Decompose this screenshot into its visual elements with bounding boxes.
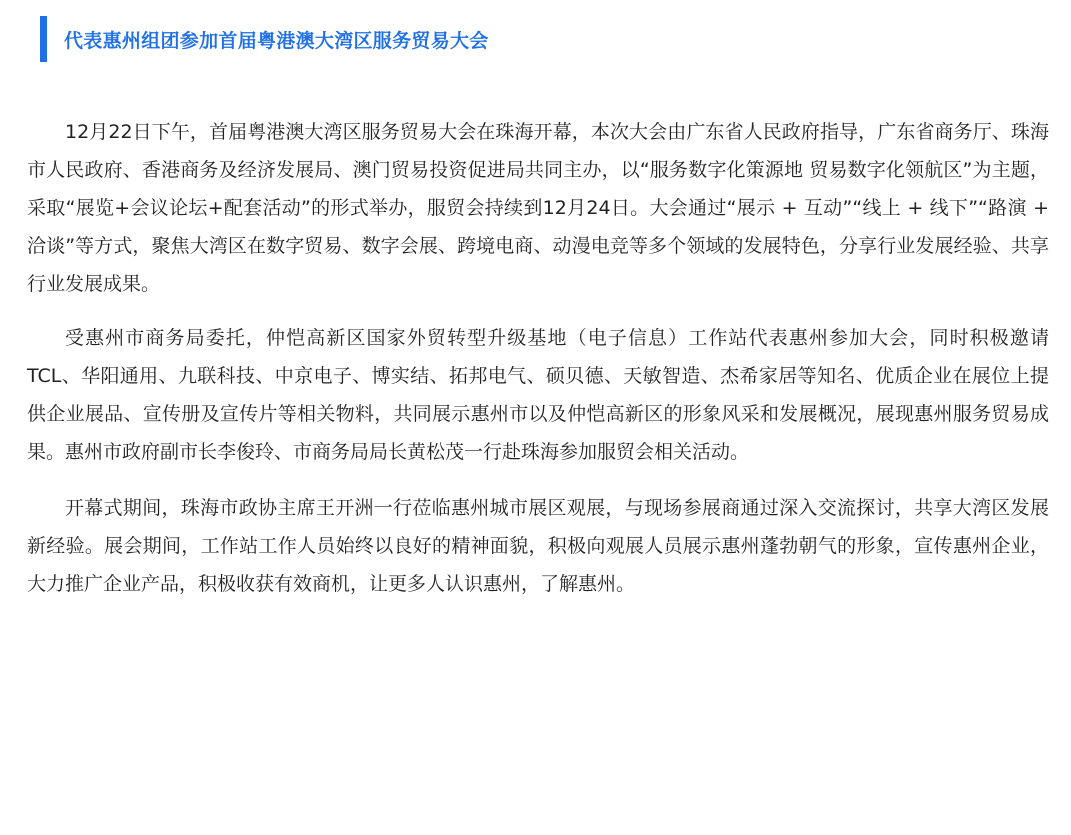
article-header bbox=[40, 16, 489, 62]
article-body bbox=[27, 113, 1049, 603]
accent-bar bbox=[40, 16, 47, 62]
paragraph-2: 受惠州市商务局委托，仲恺高新区国家外贸转型升级基地（电子信息）工作站代表惠州参加大会，同时积极邀请TCL、华阳通用、九联科技、中京电子、博实结、拓邦电气、硕贝德、天敏智造、杰希家居等知名、优质企业在展位上提供企业展品、宣传册及宣传片等相关物料，共同展示惠州市以及仲恺高新区的形象风采和发展概况，展现惠州服务贸易成果。惠州市政府副市长李俊玲、市商务局局长黄松茂一行赴珠海参加服贸会相关活动。 bbox=[27, 327, 1049, 463]
paragraph-1: 12月22日下午，首届粤港澳大湾区服务贸易大会在珠海开幕，本次大会由广东省人民政府指导，广东省商务厅、珠海市人民政府、香港商务及经济发展局、澳门贸易投资促进局共同主办，以“服务数字化策源地 贸易数字化领航区”为主题，采取“展览+会议论坛+配套活动”的形式举办，服贸会持续到12月24日。大会通过“展示 + 互动”“线上 + 线下”“路演 + 洽谈”等方式，聚焦大湾区在数字贸易、数字会展、跨境电商、动漫电竞等多个领域的发展特色，分享行业发展经验、共享行业发展成果。 bbox=[27, 121, 1049, 295]
page-title: 代表惠州组团参加首届粤港澳大湾区服务贸易大会 bbox=[64, 29, 489, 52]
paragraph-3: 开幕式期间，珠海市政协主席王开洲一行莅临惠州城市展区观展，与现场参展商通过深入交流探讨，共享大湾区发展新经验。展会期间，工作站工作人员始终以良好的精神面貌，积极向观展人员展示惠州蓬勃朝气的形象，宣传惠州企业，大力推广企业产品，积极收获有效商机，让更多人认识惠州，了解惠州。 bbox=[27, 497, 1049, 595]
